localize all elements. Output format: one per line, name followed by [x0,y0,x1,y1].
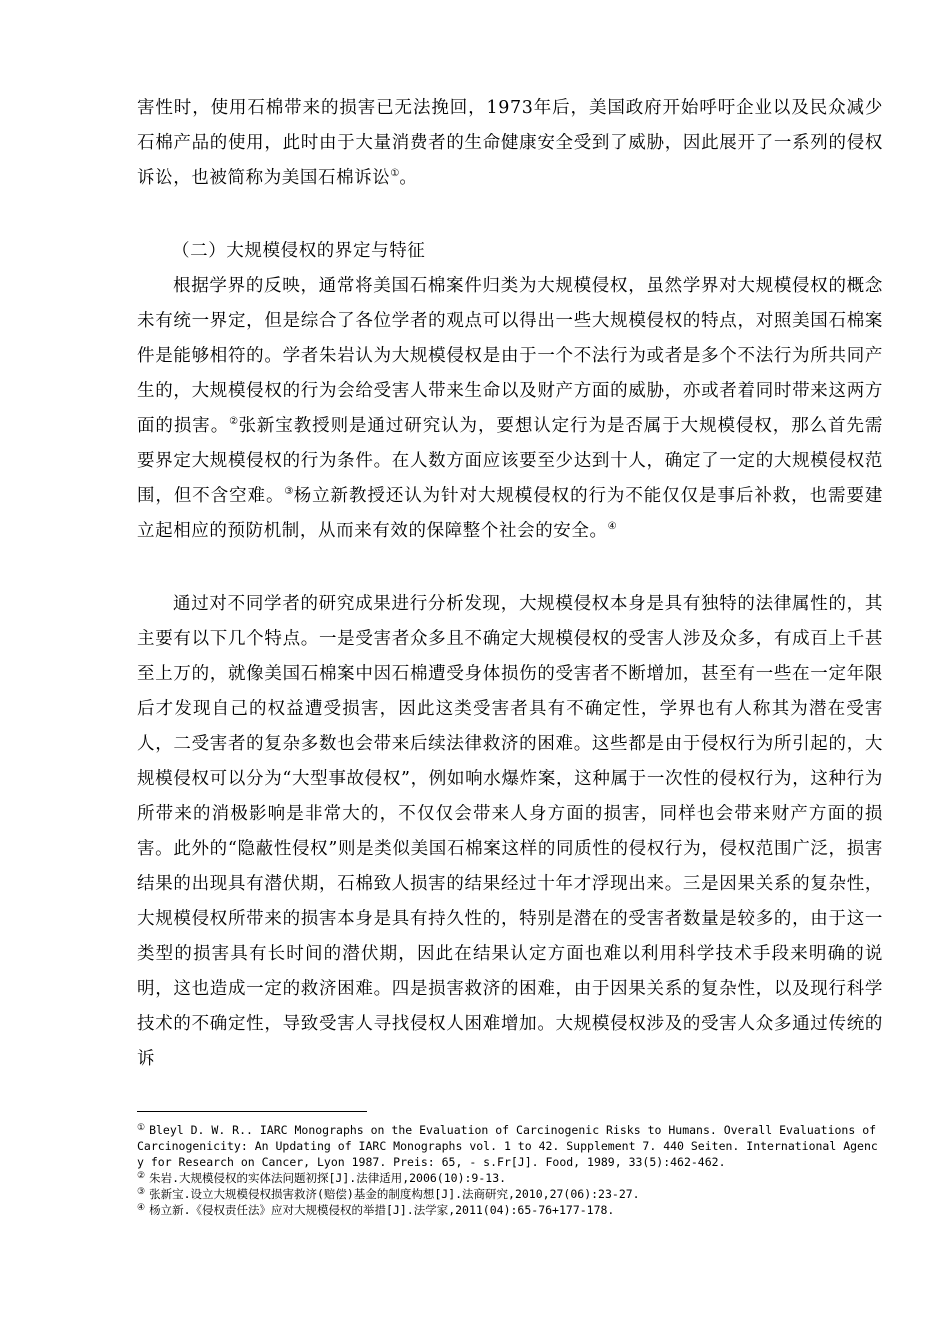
footnote-2 [137,1170,883,1186]
footnote-mark: ④ [137,1203,146,1213]
footnote-mark: ② [137,1171,146,1181]
paragraph-text: 。 [399,168,418,188]
footnotes-section [137,1122,883,1218]
paragraph-text: 害性时，使用石棉带来的损害已无法挽回，1973年后，美国政府开始呼吁企业以及民众减少石棉产品的使用，此时由于大量消费者的生命健康安全受到了威胁，因此展开了一系列的侵权诉讼，也被简称为美国石棉诉讼 [137,98,883,188]
footnote-4 [137,1202,883,1218]
section-heading: （二）大规模侵权的界定与特征 [172,241,426,261]
footnote-mark: ① [137,1123,146,1133]
footnote-text: 朱岩.大规模侵权的实体法问题初探[J].法律适用,2006(10):9-13. [149,1171,507,1185]
footnote-mark: ③ [137,1187,146,1197]
paragraph-characteristics: 通过对不同学者的研究成果进行分析发现，大规模侵权本身是具有独特的法律属性的，其主要有以下几个特点。一是受害者众多且不确定大规模侵权的受害人涉及众多，有成百上千甚至上万的，就像美国石棉案中因石棉遭受身体损伤的受害者不断增加，甚至有一些在一定年限后才发现自己的权益遭受损害，因此这类受害者具有不确定性，学界也有人称其为潜在受害人，二受害者的复杂多数也会带来后续法律救济的困难。这些都是由于侵权行为所引起的，大规模侵权可以分为“大型事故侵权”，例如响水爆炸案，这种属于一次性的侵权行为，这种行为所带来的消极影响是非常大的，不仅仅会带来人身方面的损害，同样也会带来财产方面的损害。此外的“隐蔽性侵权”则是类似美国石棉案这样的同质性的侵权行为，侵权范围广泛，损害结果的出现具有潜伏期，石棉致人损害的结果经过十年才浮现出来。三是因果关系的复杂性，大规模侵权所带来的损害本身是具有持久性的，特别是潜在的受害者数量是较多的，由于这一类型的损害具有长时间的潜伏期，因此在结果认定方面也难以利用科学技术手段来明确的说明，这也造成一定的救济困难。四是损害救济的困难，由于因果关系的复杂性，以及现行科学技术的不确定性，导致受害人寻找侵权人困难增加。大规模侵权涉及的受害人众多通过传统的诉 [137,594,883,1069]
footnote-reference-2[interactable]: ② [229,416,239,427]
paragraph-text: 杨立新教授还认为针对大规模侵权的行为不能仅仅是事后补救，也需要建立起相应的预防机制，从而来有效的保障整个社会的安全。 [137,486,883,541]
footnote-reference-1[interactable]: ① [390,168,400,179]
footnote-text: Bleyl D. W. R.. IARC Monographs on the Evaluation of Carcinogenic Risks to Humans. Overall Evaluations of Carcinogenicity: An Updating of IARC Monographs vol. 1 to 42. Supplement 7. 440 Seiten. International Agency for Research on Cancer, Lyon 1987. Preis: 65, - s.Fr[J]. Food, 1989, 33(5):462-462. [137,1123,878,1169]
footnote-1 [137,1122,883,1170]
footnote-text: 张新宝.设立大规模侵权损害救济(赔偿)基金的制度构想[J].法商研究,2010,27(06):23-27. [149,1187,640,1201]
footnote-reference-3[interactable]: ③ [284,486,294,497]
footnote-reference-4[interactable]: ④ [607,521,617,532]
paragraph-definition [137,269,883,549]
footnote-divider [137,1111,367,1112]
paragraph-text: 张新宝教授则是通过研究认为，要想认定行为是否属于大规模侵权，那么首先需要界定大规模侵权的行为条件。在人数方面应该要至少达到十人，确定了一定的大规模侵权范围，但不含空难。 [137,416,884,506]
paragraph-text: 根据学界的反映，通常将美国石棉案件归类为大规模侵权，虽然学界对大规模侵权的概念未有统一界定，但是综合了各位学者的观点可以得出一些大规模侵权的特点，对照美国石棉案件是能够相符的。学者朱岩认为大规模侵权是由于一个不法行为或者是多个不法行为所共同产生的，大规模侵权的行为会给受害人带来生命以及财产方面的威胁，亦或者着同时带来这两方面的损害。 [137,276,883,436]
footnote-text: 杨立新.《侵权责任法》应对大规模侵权的举措[J].法学家,2011(04):65-76+177-178. [149,1203,615,1217]
footnote-3 [137,1186,883,1202]
paragraph-asbestos-litigation [137,91,883,196]
